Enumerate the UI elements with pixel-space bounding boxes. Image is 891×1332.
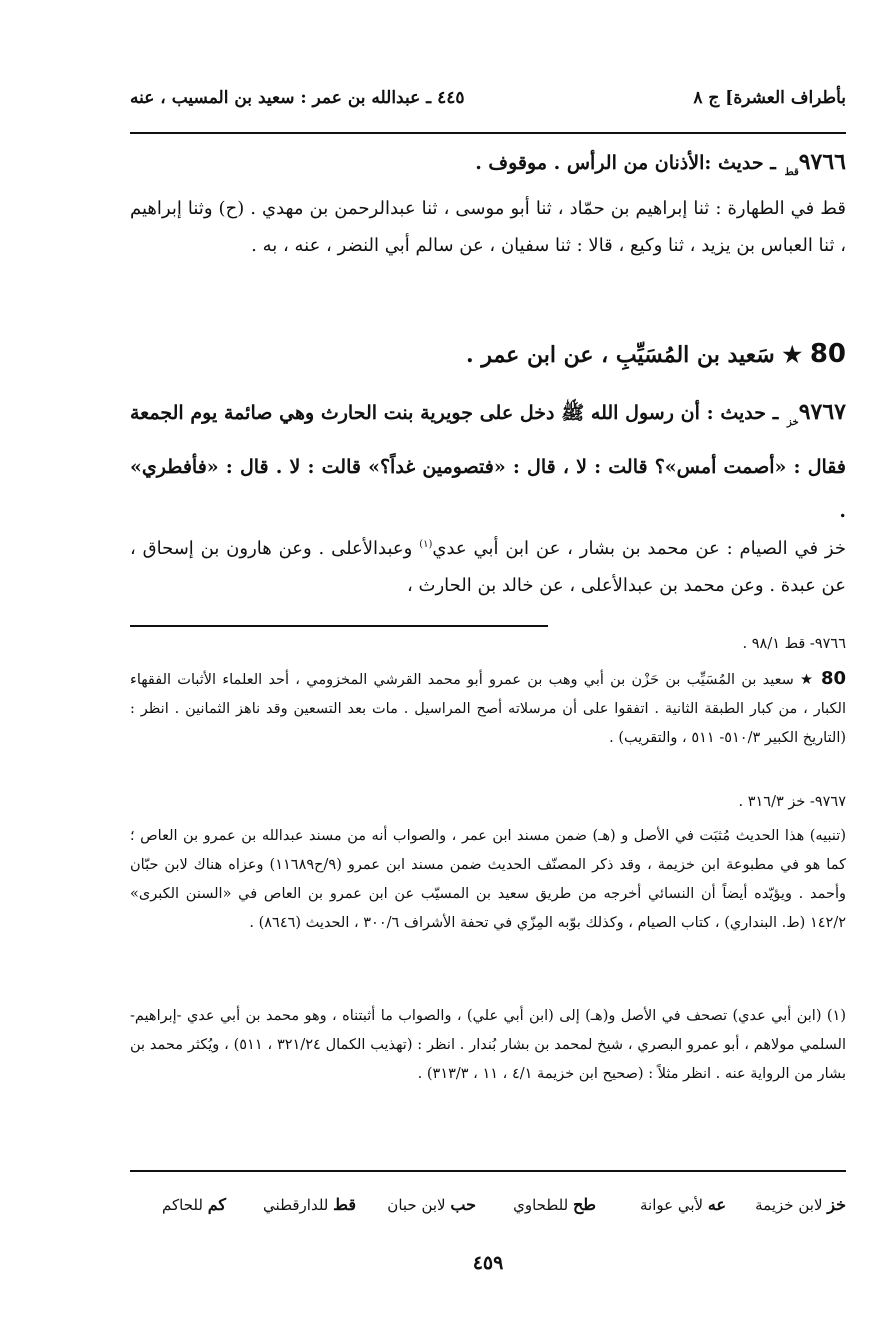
hadith-9767-chain: [130, 526, 846, 604]
legend-item: [263, 1195, 356, 1214]
narrator-heading: [130, 334, 846, 375]
footnote-separator: [130, 625, 548, 627]
hadith-number: ٩٧٦٧: [798, 399, 846, 425]
legend-code: كم: [207, 1195, 226, 1214]
hadith-9766-chain: قط في الطهارة : ثنا إبراهيم بن حمّاد ، ثنا أبو موسى ، ثنا عبدالرحمن بن مهدي . (ح) وثنا إبراهيم ، ثنا العباس بن يزيد ، ثنا وكيع ، قالا : ثنا سفيان ، عن سالم أبي النضر ، عنه ، به .: [130, 198, 846, 256]
footnote-9767: ٩٧٦٧- خز ٣١٦/٣ .: [738, 794, 846, 810]
header-rule: [130, 132, 846, 134]
narrator-number: 80: [809, 339, 846, 369]
legend-text: للدارقطني: [263, 1196, 329, 1214]
legend-code: حب: [450, 1195, 476, 1214]
legend-item: [162, 1195, 226, 1214]
star-icon: ★: [800, 672, 815, 688]
source-sigla: خز: [787, 417, 799, 428]
narrator-number: 80: [820, 668, 847, 689]
hadith-title: ـ حديث :الأذنان من الرأس . موقوف .: [475, 152, 776, 174]
legend-item: [513, 1195, 596, 1214]
legend-code: طح: [572, 1195, 596, 1214]
footnote-ref: (١): [419, 539, 433, 550]
legend-code: خز: [827, 1195, 846, 1214]
page-number: ٤٥٩: [472, 1252, 504, 1274]
legend-text: لأبي عوانة: [640, 1196, 704, 1214]
header-right: بأطراف العشرة] ج ٨: [693, 88, 846, 108]
legend-text: لابن خزيمة: [755, 1196, 823, 1214]
source-sigla: قط: [784, 167, 799, 178]
book-page: [130, 80, 846, 1300]
footnote-9766: ٩٧٦٦- قط ٩٨/١ .: [742, 636, 846, 652]
header-left: ٤٤٥ ـ عبدالله بن عمر : سعيد بن المسيب ، عنه: [130, 88, 465, 108]
legend-item: [755, 1195, 846, 1214]
legend-rule: [130, 1170, 846, 1172]
legend-code: عه: [707, 1195, 726, 1214]
chain-part-2: وعبدالأعلى . وعن هارون بن إسحاق ، عن عبدة . وعن محمد بن عبدالأعلى ، عن خالد بن الحارث ،: [130, 538, 846, 596]
hadith-9767-text: [130, 390, 846, 533]
running-header: [130, 88, 846, 118]
footnote-1: (١) (ابن أبي عدي) تصحف في الأصل و(هـ) إلى (ابن أبي علي) ، والصواب ما أثبتناه ، وهو محمد بن أبي عدي -إبراهيم- السلمي مولاهم ، أبو عمرو البصري ، شيخ لمحمد بن بشار بُندار . انظر : (تهذيب الكمال ٣٢١/٢٤ ، ٥١١) ، ويُكثر محمد بن بشار من الرواية عنه . انظر مثلاً : (صحيح ابن خزيمة ٤/١ ، ١١ ، ٣١٣/٣) .: [130, 1008, 846, 1082]
legend-code: قط: [333, 1195, 356, 1214]
legend-item: [387, 1195, 476, 1214]
star-icon: ★: [782, 342, 803, 368]
legend-text: للحاكم: [162, 1196, 203, 1214]
hadith-number: ٩٧٦٦: [798, 149, 846, 175]
narrator-name: سَعيد بن المُسَيِّبِ ، عن ابن عمر .: [466, 342, 775, 368]
legend-item: [640, 1195, 726, 1214]
hadith-9766-heading: [130, 140, 846, 195]
footnote-narrator-bio: [130, 664, 846, 753]
legend-text: للطحاوي: [513, 1196, 569, 1214]
hadith-title: ـ حديث : أن رسول الله ﷺ دخل على جويرية بنت الحارث وهي صائمة يوم الجمعة فقال : «أصمت أمس»؟ قالت : لا ، قال : «فتصومين غداً؟» قالت : لا . قال : «فأفطري» .: [130, 402, 846, 522]
footnote-tanbih: (تنبيه) هذا الحديث مُثبَت في الأصل و (هـ) ضمن مسند ابن عمر ، والصواب أنه من مسند عبدالله بن عمرو بن العاص ؛ كما هو في مطبوعة ابن خزيمة ، وقد ذكر المصنّف الحديث ضمن مسند ابن عمرو (٩/ح١١٦٨٩) وعزاه هناك لابن حبّان وأحمد . ويؤيّده أيضاً أن النسائي أخرجه من طريق سعيد بن المسيّب عن ابن عمرو بن العاص في «السنن الكبرى» ١٤٢/٢ (ط. البنداري) ، كتاب الصيام ، وكذلك بوّبه المِزّي في تحفة الأشراف ٣٠٠/٦ ، الحديث (٨٦٤٦) .: [130, 828, 846, 931]
legend-text: لابن حبان: [387, 1196, 446, 1214]
chain-part-1: خز في الصيام : عن محمد بن بشار ، عن ابن أبي عدي: [432, 538, 846, 559]
narrator-bio-text: سعيد بن المُسَيِّب بن حَزْن بن أبي وهب بن عمرو أبو محمد القرشي المخزومي ، أحد العلماء الأثبات الفقهاء الكبار ، من كبار الطبقة الثانية . اتفقوا على أن مرسلاته أصح المراسيل . مات بعد التسعين وقد ناهز الثمانين . انظر : (التاريخ الكبير ٥١٠/٣- ٥١١ ، والتقريب) .: [130, 672, 846, 746]
